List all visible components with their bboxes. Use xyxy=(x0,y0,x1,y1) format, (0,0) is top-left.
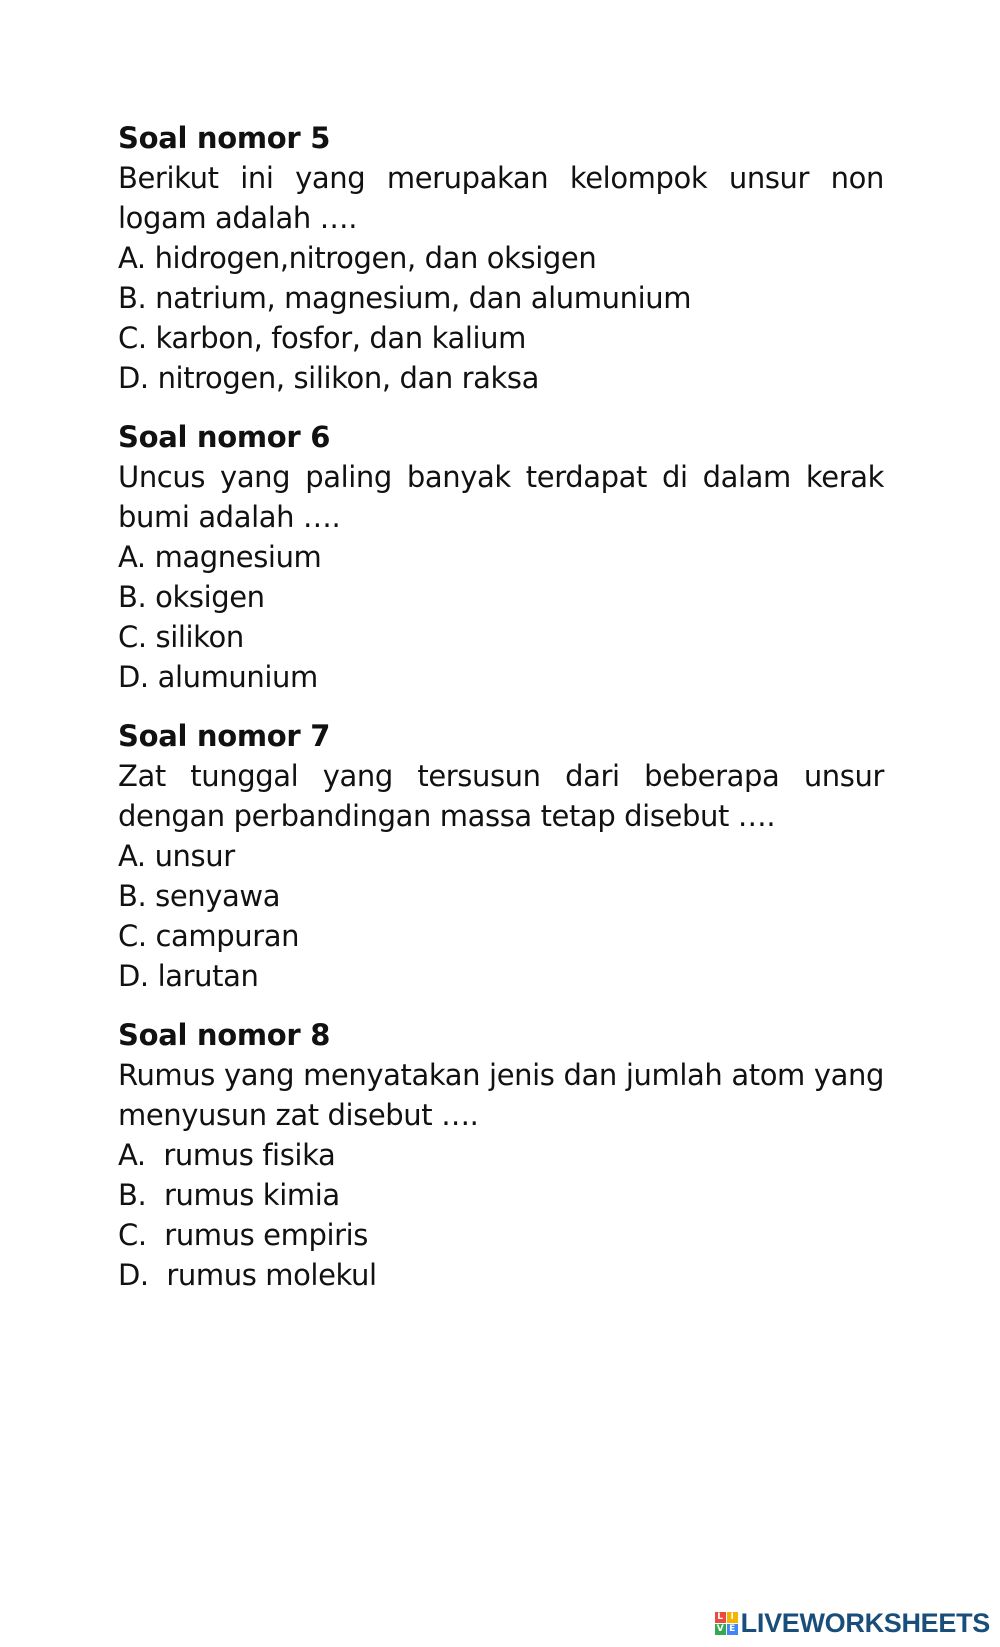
answer-option-c: C. rumus empiris xyxy=(118,1218,369,1252)
question-stem: Rumus yang menyatakan jenis dan jumlah atom yang menyusun zat disebut …. xyxy=(118,1058,884,1132)
logo-cell-i: I xyxy=(727,1612,738,1623)
answer-option-c: C. silikon xyxy=(118,620,244,654)
liveworksheets-logo xyxy=(715,1608,990,1638)
question-stem: Uncus yang paling banyak terdapat di dalam kerak bumi adalah …. xyxy=(118,460,884,534)
logo-icon xyxy=(715,1612,738,1635)
answer-option-d: D. rumus molekul xyxy=(118,1258,377,1292)
answer-option-a: A. unsur xyxy=(118,839,235,873)
answer-option-c: C. karbon, fosfor, dan kalium xyxy=(118,321,526,355)
answer-option-d: D. nitrogen, silikon, dan raksa xyxy=(118,361,540,395)
question-title: Soal nomor 6 xyxy=(118,420,331,454)
logo-text: LIVEWORKSHEETS xyxy=(740,1607,990,1638)
answer-option-c: C. campuran xyxy=(118,919,300,953)
answer-option-b: B. oksigen xyxy=(118,580,265,614)
answer-option-a: A. rumus fisika xyxy=(118,1138,336,1172)
answer-option-b: B. senyawa xyxy=(118,879,281,913)
question-title: Soal nomor 5 xyxy=(118,121,331,155)
worksheet-page xyxy=(118,118,884,1314)
answer-option-b: B. natrium, magnesium, dan alumunium xyxy=(118,281,692,315)
logo-cell-v: V xyxy=(715,1624,726,1635)
question-8 xyxy=(118,1015,884,1295)
answer-option-d: D. alumunium xyxy=(118,660,318,694)
answer-option-a: A. magnesium xyxy=(118,540,322,574)
question-6 xyxy=(118,417,884,697)
logo-cell-e: E xyxy=(727,1624,738,1635)
answer-option-d: D. larutan xyxy=(118,959,259,993)
question-stem: Berikut ini yang merupakan kelompok unsur non logam adalah …. xyxy=(118,161,884,235)
question-5 xyxy=(118,118,884,398)
answer-option-b: B. rumus kimia xyxy=(118,1178,340,1212)
logo-cell-l: L xyxy=(715,1612,726,1623)
answer-option-a: A. hidrogen,nitrogen, dan oksigen xyxy=(118,241,597,275)
question-7 xyxy=(118,716,884,996)
question-title: Soal nomor 7 xyxy=(118,719,331,753)
question-title: Soal nomor 8 xyxy=(118,1018,331,1052)
question-stem: Zat tunggal yang tersusun dari beberapa unsur dengan perbandingan massa tetap disebut …. xyxy=(118,759,884,833)
